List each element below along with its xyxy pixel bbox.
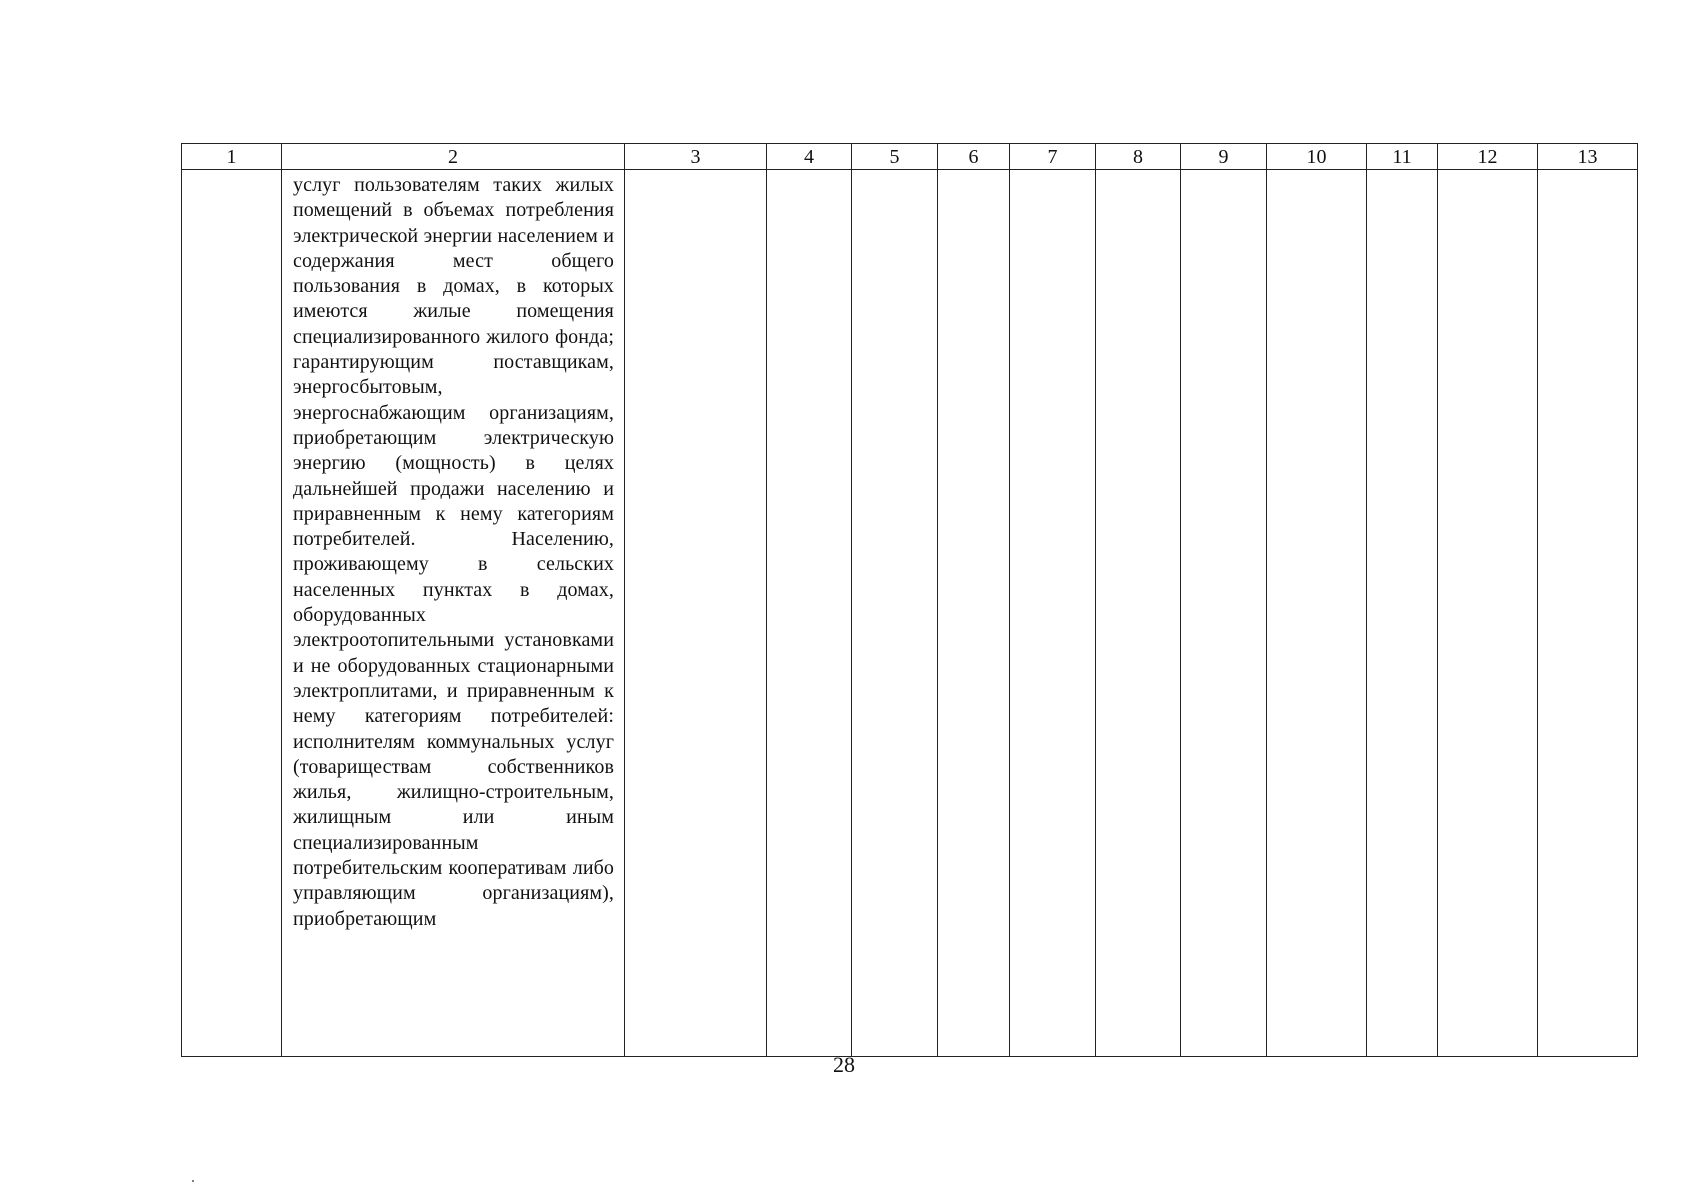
table-cell [1181,170,1267,1057]
column-header: 4 [767,144,852,170]
column-header: 8 [1096,144,1181,170]
table-cell [1538,170,1638,1057]
scan-speck [192,1180,194,1182]
column-header: 7 [1010,144,1096,170]
table-cell [1367,170,1438,1057]
column-header: 12 [1438,144,1538,170]
table-cell [1010,170,1096,1057]
column-header: 11 [1367,144,1438,170]
table-cell [938,170,1010,1057]
table-cell [767,170,852,1057]
table-cell [1096,170,1181,1057]
table-cell [1267,170,1367,1057]
column-header: 13 [1538,144,1638,170]
column-header: 1 [182,144,282,170]
tariff-table [181,143,1638,1057]
column-header: 2 [282,144,625,170]
description-text: услуг пользователям таких жилых помещений в объемах потребления электрической энергии населением и содержания мест общего пользования в домах, в которых имеются жилые помещения специализированного жилого фонда; гарантирующим поставщикам, энергосбытовым, энергоснабжающим организациям, приобретающим электрическую энергию (мощность) в целях дальнейшей продажи населению и приравненным к нему категориям потребителей. Населению, проживающему в сельских населенных пунктах в домах, оборудованных электроотопительными установками и не оборудованных стационарными электроплитами, и приравненным к нему категориям потребителей: исполнителям коммунальных услуг (товариществам собственников жилья, жилищно-строительным, жилищным или иным специализированным потребительским кооперативам либо управляющим организациям), приобретающим [293,174,614,930]
column-header: 5 [852,144,938,170]
column-header: 10 [1267,144,1367,170]
table-header-row [182,144,1638,170]
table-cell [852,170,938,1057]
column-header: 6 [938,144,1010,170]
column-header: 3 [625,144,767,170]
table-cell [182,170,282,1057]
table-cell [625,170,767,1057]
table-cell-description [282,170,625,1057]
page-number: 28 [833,1052,855,1077]
column-header: 9 [1181,144,1267,170]
table-cell [1438,170,1538,1057]
table-row [182,170,1638,1057]
